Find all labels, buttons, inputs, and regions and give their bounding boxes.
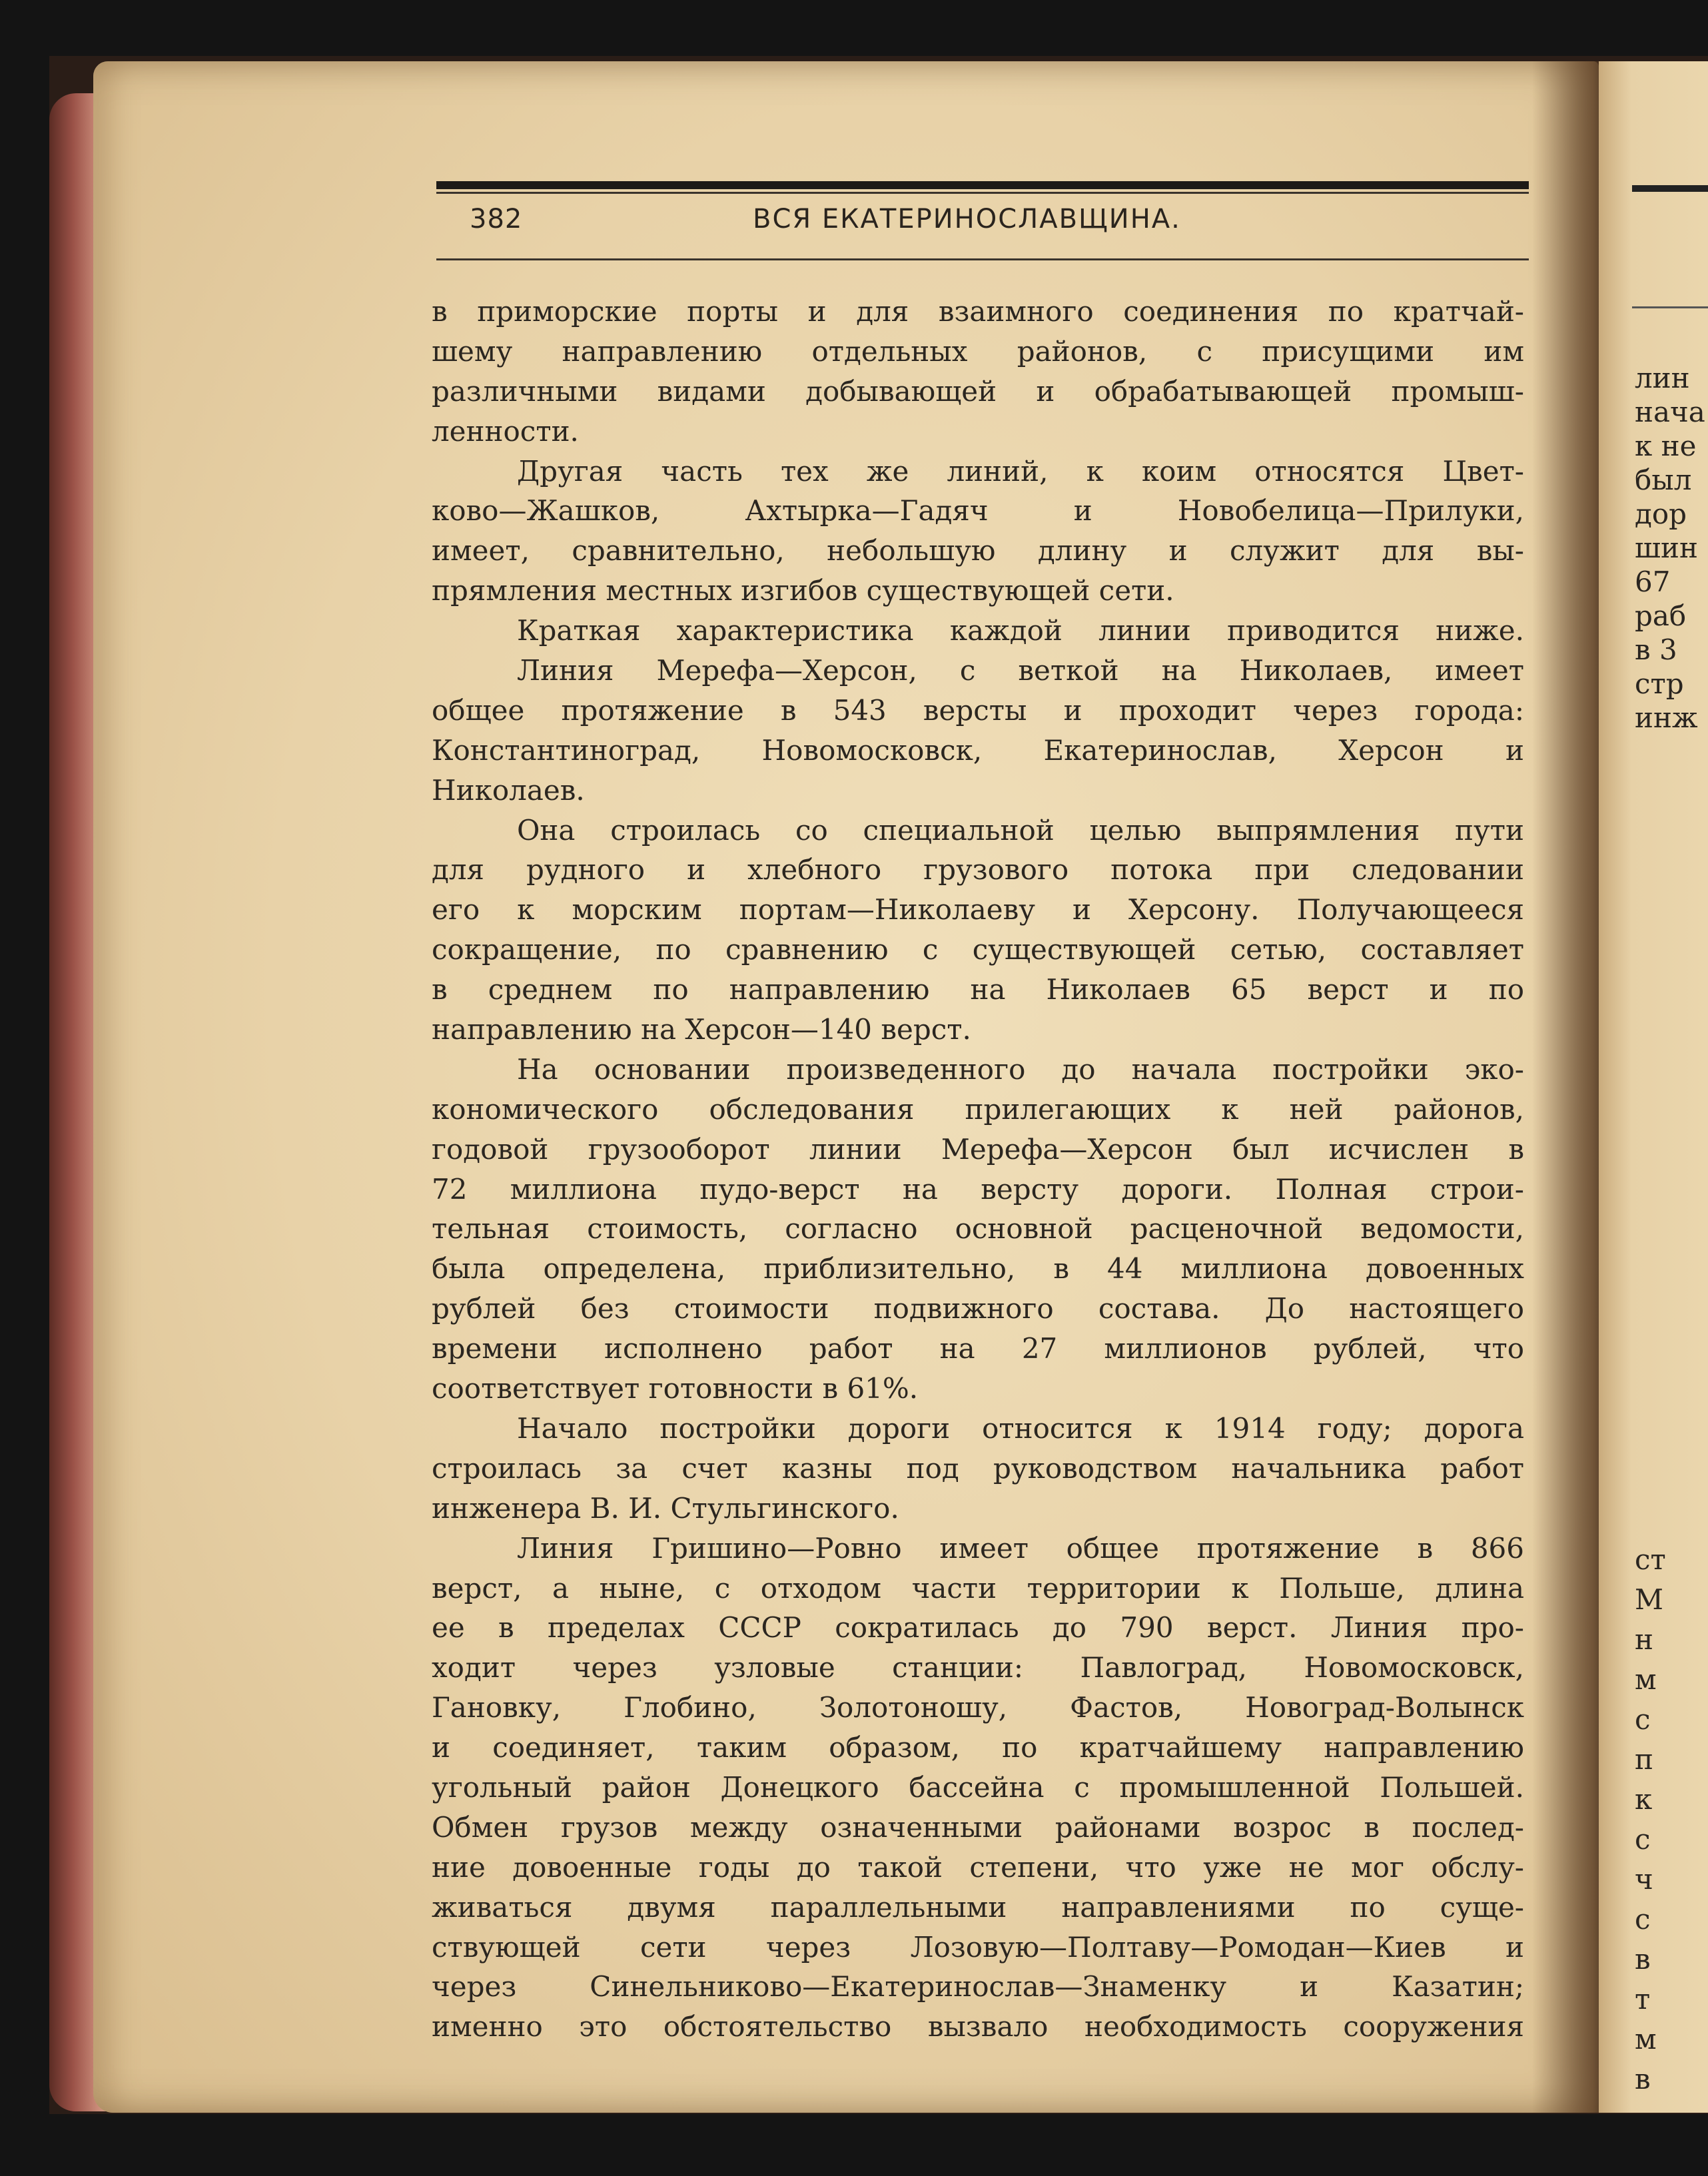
- right-line: в: [1635, 2063, 1651, 2095]
- header-rule-thin: [436, 192, 1529, 194]
- text-line: через Синельниково—Екатеринослав—Знаменку и Казатин;: [432, 1970, 1524, 2003]
- text-line: в приморские порты и для взаимного соединения по кратчай-: [432, 295, 1524, 328]
- text-line: угольный район Донецкого бассейна с промышленной Польшей.: [432, 1770, 1524, 1804]
- right-line: раб: [1635, 599, 1687, 632]
- text-line: Она строилась со специальной целью выпрямления пути: [517, 813, 1524, 847]
- right-line: стр: [1635, 667, 1684, 700]
- body-text: [432, 292, 1524, 2047]
- text-line: общее протяжение в 543 версты и проходит через города:: [432, 693, 1524, 727]
- text-line: Краткая характеристика каждой линии приводится ниже.: [517, 614, 1524, 647]
- text-line: ково—Жашков, Ахтырка—Гадяч и Новобелица—Прилуки,: [432, 494, 1524, 528]
- text-line: годовой грузооборот линии Мерефа—Херсон был исчислен в: [432, 1132, 1524, 1166]
- header-underline: [436, 258, 1529, 260]
- text-line: шему направлению отдельных районов, с присущими им: [432, 334, 1524, 368]
- right-line: м: [1635, 2023, 1657, 2055]
- right-line: к: [1635, 1783, 1653, 1816]
- text-line: различными видами добывающей и обрабатывающей промыш-: [432, 374, 1524, 408]
- text-line: инженера В. И. Стульгинского.: [432, 1491, 899, 1525]
- right-line: с: [1635, 1703, 1651, 1736]
- right-line: к не: [1635, 430, 1697, 462]
- right-line: м: [1635, 1663, 1657, 1696]
- text-line: ходит через узловые станции: Павлоград, Новомосковск,: [432, 1651, 1524, 1684]
- right-line: лин: [1635, 362, 1690, 394]
- text-line: Линия Гришино—Ровно имеет общее протяжение в 866: [517, 1531, 1524, 1565]
- right-line: дор: [1635, 498, 1687, 530]
- right-line: т: [1635, 1983, 1651, 2015]
- right-line: в: [1635, 1943, 1651, 1976]
- right-page-top-text: [1635, 361, 1705, 735]
- right-line: инж: [1635, 701, 1698, 734]
- right-page-bottom-text: [1635, 1540, 1666, 2099]
- header-rule-thick: [436, 181, 1529, 189]
- running-title: ВСЯ ЕКАТЕРИНОСЛАВЩИНА.: [753, 204, 1181, 234]
- right-line: п: [1635, 1743, 1653, 1776]
- text-line: для рудного и хлебного грузового потока при следовании: [432, 853, 1524, 887]
- text-line: рублей без стоимости подвижного состава. До настоящего: [432, 1292, 1524, 1325]
- text-line: времени исполнено работ на 27 миллионов рублей, что: [432, 1332, 1524, 1365]
- text-line: Начало постройки дороги относится к 1914 году; дорога: [517, 1411, 1524, 1445]
- right-line: с: [1635, 1823, 1651, 1856]
- text-line: строилась за счет казны под руководством начальника работ: [432, 1451, 1524, 1485]
- text-line: верст, а ныне, с отходом части территории к Польше, длина: [432, 1571, 1524, 1605]
- text-line: ствующей сети через Лозовую—Полтаву—Ромодан—Киев и: [432, 1930, 1524, 1964]
- text-line: кономического обследования прилегающих к ней районов,: [432, 1092, 1524, 1126]
- page-number: 382: [470, 204, 523, 234]
- right-line: нача: [1635, 396, 1705, 428]
- text-line: живаться двумя параллельными направлениями по суще-: [432, 1890, 1524, 1924]
- text-line: соответствует готовности в 61%.: [432, 1372, 919, 1405]
- text-line: Константиноград, Новомосковск, Екатеринослав, Херсон и: [432, 733, 1524, 767]
- text-line: ленности.: [432, 414, 579, 448]
- right-line: в 3: [1635, 633, 1677, 666]
- text-line: На основании произведенного до начала постройки эко-: [517, 1052, 1524, 1086]
- text-line: ее в пределах СССР сократилась до 790 верст. Линия про-: [432, 1611, 1524, 1644]
- text-line: направлению на Херсон—140 верст.: [432, 1013, 971, 1046]
- text-line: сокращение, по сравнению с существующей сетью, составляет: [432, 933, 1524, 966]
- right-line: 67: [1635, 565, 1671, 598]
- text-line: Николаев.: [432, 773, 585, 807]
- right-line: М: [1635, 1583, 1664, 1616]
- text-line: именно это обстоятельство вызвало необходимость сооружения: [432, 2010, 1524, 2043]
- right-page-fragment: [1599, 61, 1708, 2113]
- text-line: 72 миллиона пудо-верст на версту дороги. Полная строи-: [432, 1172, 1524, 1206]
- text-line: его к морским портам—Николаеву и Херсону. Получающееся: [432, 893, 1524, 926]
- right-line: н: [1635, 1623, 1653, 1656]
- text-line: Линия Мерефа—Херсон, с веткой на Николаев, имеет: [517, 654, 1524, 687]
- right-header-underline: [1632, 306, 1708, 308]
- right-line: был: [1635, 464, 1692, 496]
- right-line: ч: [1635, 1863, 1653, 1896]
- text-line: имеет, сравнительно, небольшую длину и служит для вы-: [432, 534, 1524, 567]
- text-line: и соединяет, таким образом, по кратчайшему направлению: [432, 1731, 1524, 1764]
- text-line: Обмен грузов между означенными районами возрос в послед-: [432, 1810, 1524, 1844]
- text-line: Гановку, Глобино, Золотоношу, Фастов, Новоград-Волынск: [432, 1691, 1524, 1724]
- right-header-rule: [1632, 185, 1708, 192]
- text-line: ние довоенные годы до такой степени, что уже не мог обслу-: [432, 1850, 1524, 1884]
- text-line: тельная стоимость, согласно основной расценочной ведомости,: [432, 1212, 1524, 1246]
- text-line: прямления местных изгибов существующей сети.: [432, 574, 1174, 607]
- right-line: ст: [1635, 1543, 1666, 1576]
- text-line: в среднем по направлению на Николаев 65 верст и по: [432, 973, 1524, 1006]
- text-line: была определена, приблизительно, в 44 миллиона довоенных: [432, 1252, 1524, 1285]
- text-line: Другая часть тех же линий, к коим относятся Цвет-: [517, 454, 1524, 488]
- right-line: шин: [1635, 532, 1699, 564]
- right-line: с: [1635, 1903, 1651, 1936]
